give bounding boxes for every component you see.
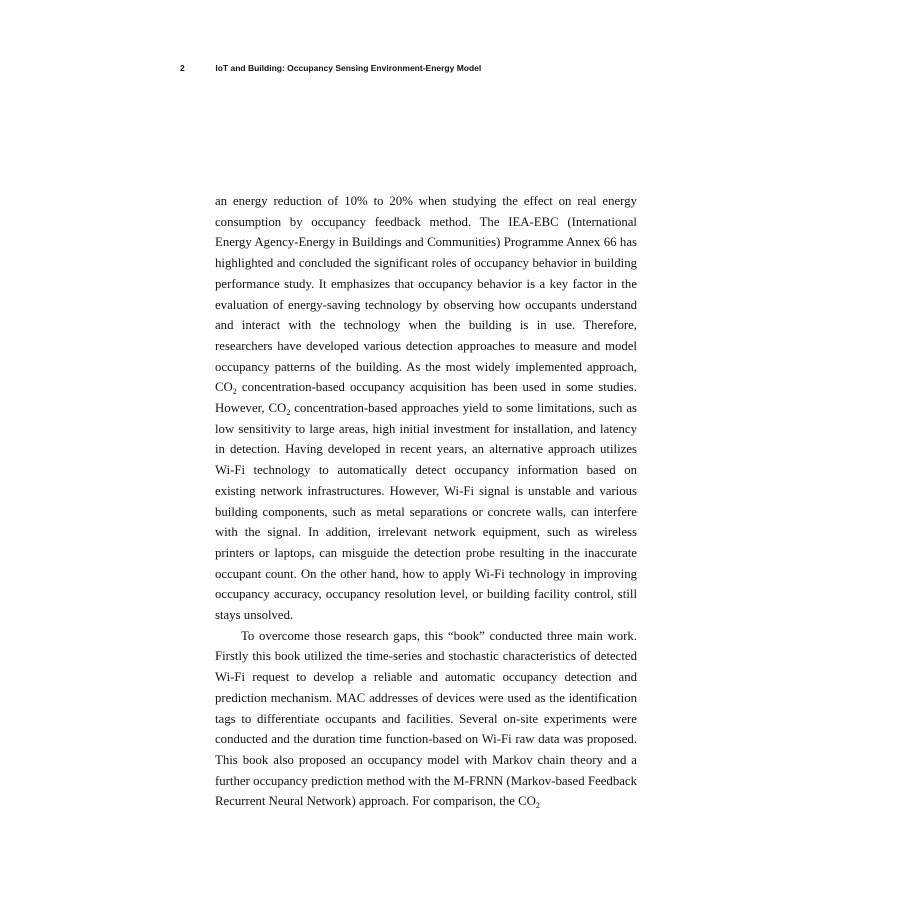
paragraph-1-text-b: concentration-based occupancy acquisition has been used in some studies. However, CO (215, 380, 637, 416)
paragraph-2-text-a: To overcome those research gaps, this “book” conducted three main work. Firstly this book utilized the time-series and stochastic characteristics of detected Wi-Fi request to develop a reliable and automatic occupancy detection and prediction mechanism. MAC addresses of devices were used as the identification tags to differentiate occupants and facilities. Several on-site experiments were conducted and the duration time function-based on Wi-Fi raw data was proposed. This book also proposed an occupancy model with Markov chain theory and a further occupancy prediction method with the M-FRNN (Markov-based Feedback Recurrent Neural Network) approach. For comparison, the CO (215, 628, 637, 809)
page-number: 2 (180, 63, 185, 73)
paragraph-1 (215, 191, 637, 626)
paragraph-2 (215, 626, 637, 812)
co2-subscript: 2 (232, 387, 237, 397)
co2-subscript: 2 (286, 408, 291, 418)
body-text (215, 191, 637, 812)
co2-subscript: 2 (535, 801, 540, 811)
running-head (180, 60, 700, 76)
paragraph-1-text-a: an energy reduction of 10% to 20% when studying the effect on real energy consumption by occupancy feedback method. The IEA-EBC (International Energy Agency-Energy in Buildings and Communities) Programme Annex 66 has highlighted and concluded the significant roles of occupancy behavior in building performance study. It emphasizes that occupancy behavior is a key factor in the evaluation of energy-saving technology by observing how occupants understand and interact with the technology when the building is in use. Therefore, researchers have developed various detection approaches to measure and model occupancy patterns of the building. As the most widely implemented approach, CO (215, 194, 637, 395)
running-title: IoT and Building: Occupancy Sensing Environment-Energy Model (215, 63, 482, 73)
paragraph-1-text-c: concentration-based approaches yield to some limitations, such as low sensitivity to large areas, high initial investment for installation, and latency in detection. Having developed in recent years, an alternative approach utilizes Wi-Fi technology to automatically detect occupancy information based on existing network infrastructures. However, Wi-Fi signal is unstable and various building components, such as metal separations or concrete walls, can interfere with the signal. In addition, irrelevant network equipment, such as wireless printers or laptops, can misguide the detection probe resulting in the inaccurate occupant count. On the other hand, how to apply Wi-Fi technology in improving occupancy accuracy, occupancy resolution level, or building facility control, still stays unsolved. (215, 401, 637, 623)
